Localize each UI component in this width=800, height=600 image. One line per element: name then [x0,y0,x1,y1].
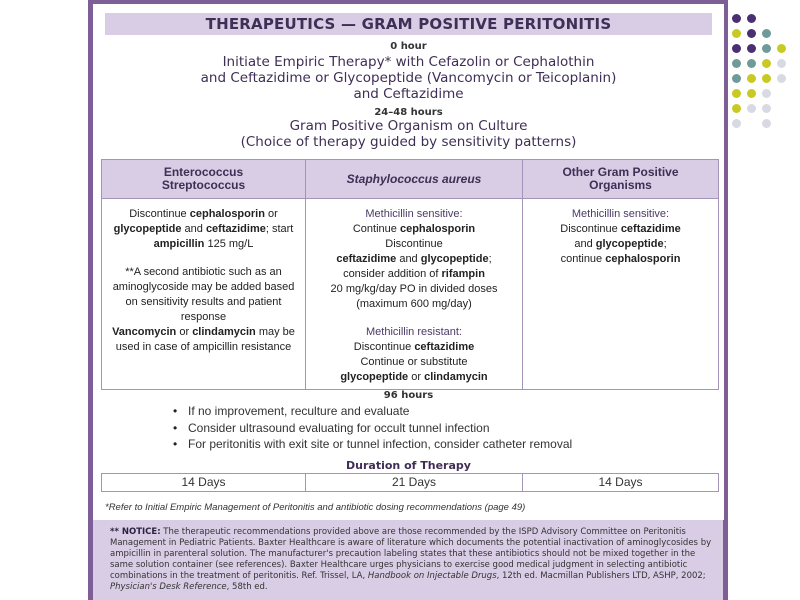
duration-title: Duration of Therapy [346,459,471,472]
staph-sensitive-line3: ceftazidime and glycopeptide; [336,253,492,265]
staph-resistant-line3: glycopeptide or clindamycin [340,371,488,383]
decorative-dot [732,44,741,53]
decorative-dot [762,119,771,128]
duration-staph-aureus: 21 Days [306,474,523,492]
notice-ref-handbook: Handbook on Injectable Drugs [367,571,497,581]
phase0-line3: and Ceftazidime [353,86,464,102]
decorative-dot [747,59,756,68]
header-other-gram-positive: Other Gram Positive Organisms [523,160,719,199]
staph-sensitive-line1: Continue cephalosporin [352,223,476,235]
other-line1: Discontinue ceftazidime [560,223,681,235]
decorative-dot [747,44,756,53]
decorative-dot [747,29,756,38]
staph-sensitive-line5: 20 mg/kg/day PO in divided doses [330,283,498,295]
other-line3: continue cephalosporin [560,253,681,265]
footnote: *Refer to Initial Empiric Management of Peritonitis and antibiotic dosing recommendations (page 49) [105,502,526,513]
notice-ref-pdr: Physician's Desk Reference [110,582,227,592]
staph-sensitive-label: Methicillin sensitive: [365,208,463,220]
decorative-dot [732,59,741,68]
other-sensitive-label: Methicillin sensitive: [571,208,670,220]
duration-table [101,473,719,492]
notice-box [88,520,728,600]
decorative-dot [777,74,786,83]
therapy-table [101,159,719,390]
staph-sensitive-line6: (maximum 600 mg/day) [356,298,472,310]
duration-other: 14 Days [523,474,719,492]
decorative-dot [747,74,756,83]
decorative-dot [762,74,771,83]
cell-staph-aureus [306,199,523,390]
decorative-dot [777,59,786,68]
notice-text3: , 58th ed. [226,582,268,592]
page-title: THERAPEUTICS — GRAM POSITIVE PERITONITIS [105,13,712,35]
notice-text2: , 12th ed. Macmillan Publishers LTD, ASHP, 2002; [496,571,706,581]
bullet-item: • For peritonitis with exit site or tunnel infection, consider catheter removal [173,436,572,453]
enterococcus-para1: Discontinue cephalosporin or glycopeptide and ceftazidime; start ampicillin 125 mg/L [113,208,294,250]
staph-resistant-line1: Discontinue ceftazidime [353,341,475,353]
duration-enterococcus: 14 Days [102,474,306,492]
decorative-dot [732,104,741,113]
decorative-dot-grid [726,8,796,128]
notice-label: ** NOTICE: [110,527,161,537]
staph-sensitive-line2: Discontinue [385,238,443,250]
decorative-dot [732,89,741,98]
phase2-label: 96 hours [383,390,434,401]
decorative-dot [747,89,756,98]
phase1-label: 24–48 hours [374,107,443,118]
phase0-line2: and Ceftazidime or Glycopeptide (Vancomycin or Teicoplanin) [200,70,617,86]
decorative-dot [762,104,771,113]
staph-resistant-label: Methicillin resistant: [366,326,462,338]
cell-other-gram-positive [523,199,719,390]
decorative-dot [762,29,771,38]
phase2-bullet-list [173,403,572,453]
decorative-dot [732,14,741,23]
content-inner [93,4,724,520]
phase0-label: 0 hour [390,41,427,52]
decorative-dot [762,89,771,98]
phase1-line1: Gram Positive Organism on Culture [289,118,528,134]
decorative-dot [747,14,756,23]
phase0-line1: Initiate Empiric Therapy* with Cefazolin or Cephalothin [222,54,595,70]
enterococcus-para3: Vancomycin or clindamycin may be used in case of ampicillin resistance [112,326,295,353]
staph-resistant-line2: Continue or substitute [360,356,468,368]
header-enterococcus: Enterococcus Streptococcus [102,160,306,199]
other-line2: and glycopeptide; [574,238,667,250]
decorative-dot [777,44,786,53]
bullet-item: • If no improvement, reculture and evaluate [173,403,572,420]
phase1-line2: (Choice of therapy guided by sensitivity patterns) [240,134,577,150]
staph-sensitive-line4: consider addition of rifampin [343,268,485,280]
cell-enterococcus [102,199,306,390]
content-panel [88,0,728,520]
decorative-dot [747,104,756,113]
header-staph-aureus: Staphylococcus aureus [306,160,523,199]
decorative-dot [732,74,741,83]
notice-text: The therapeutic recommendations provided above are those recommended by the ISPD Advisory Committee on Peritonitis Management in Pediatric Patients. Baxter Healthcare is aware of literature which documents the potential inactivation of aminoglycosides by ampicillin in parenteral solution. The manufacturer's precaution labeling states that these antibiotics should not be mixed together in the same solution container (see references). Baxter Healthcare urges physicians to exercise good medical judgment in selecting antibiotic combinations in the treatment of peritonitis. Ref. Trissel, LA, [110,527,712,581]
decorative-dot [732,119,741,128]
bullet-item: • Consider ultrasound evaluating for occult tunnel infection [173,420,572,437]
enterococcus-para2: **A second antibiotic such as an aminoglycoside may be added based on sensitivity results and patient response [112,266,295,323]
decorative-dot [762,44,771,53]
decorative-dot [732,29,741,38]
decorative-dot [762,59,771,68]
